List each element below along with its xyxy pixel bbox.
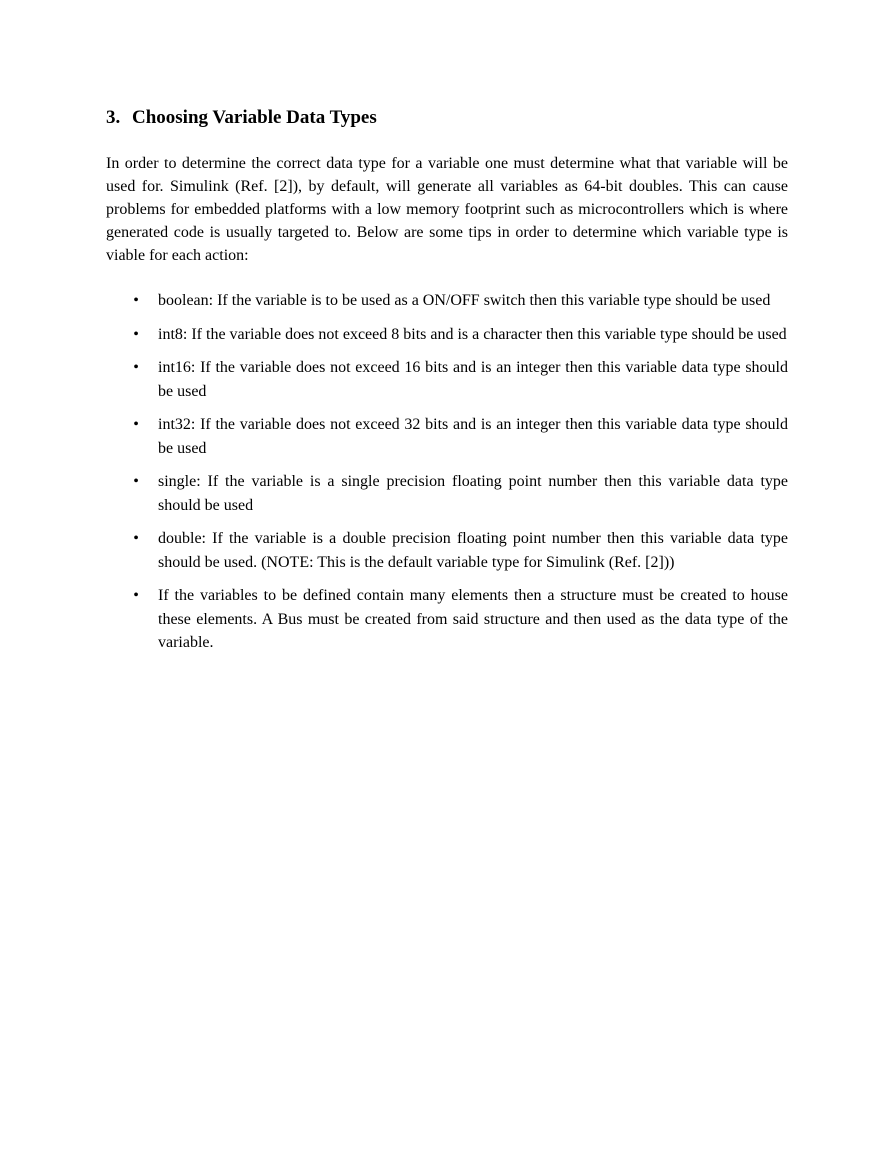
bullet-icon: • xyxy=(133,473,139,490)
list-item-text: int16: If the variable does not exceed 16 bits and is an integer then this variable data type should be used xyxy=(158,359,788,400)
section-number: 3. xyxy=(106,107,121,128)
list-item-text: int32: If the variable does not exceed 32 bits and is an integer then this variable data type should be used xyxy=(158,416,788,457)
bullet-icon: • xyxy=(133,530,139,547)
list-item-text: If the variables to be defined contain many elements then a structure must be created to house these elements. A Bus must be created from said structure and then used as the data type of the variable. xyxy=(158,587,788,651)
list-item-text: double: If the variable is a double precision floating point number then this variable data type should be used. (NOTE: This is the default variable type for Simulink (Ref. [2])) xyxy=(158,530,788,571)
list-item-single xyxy=(106,470,788,517)
document-page xyxy=(106,104,788,665)
list-item-text: boolean: If the variable is to be used as a ON/OFF switch then this variable type should be used xyxy=(158,292,771,309)
bullet-icon: • xyxy=(133,359,139,376)
section-heading xyxy=(106,104,788,132)
list-item-structure xyxy=(106,584,788,655)
intro-paragraph: In order to determine the correct data type for a variable one must determine what that variable will be used for. Simulink (Ref. [2]), by default, will generate all variables as 64-bit doubles. This can cause problems for embedded platforms with a low memory footprint such as microcontrollers which is where generated code is usually targeted to. Below are some tips in order to determine which variable type is viable for each action: xyxy=(106,155,788,264)
bullet-icon: • xyxy=(133,416,139,433)
list-item-int8 xyxy=(106,323,788,347)
list-item-int16 xyxy=(106,356,788,403)
list-item-double xyxy=(106,527,788,574)
list-item-int32 xyxy=(106,413,788,460)
data-type-tips-list xyxy=(106,289,788,655)
bullet-icon: • xyxy=(133,587,139,604)
bullet-icon: • xyxy=(133,292,139,309)
list-item-text: int8: If the variable does not exceed 8 bits and is a character then this variable type should be used xyxy=(158,325,787,343)
bullet-icon: • xyxy=(133,325,139,343)
section-title: Choosing Variable Data Types xyxy=(132,107,377,128)
list-item-boolean xyxy=(106,289,788,313)
list-item-text: single: If the variable is a single precision floating point number then this variable data type should be used xyxy=(158,473,788,514)
